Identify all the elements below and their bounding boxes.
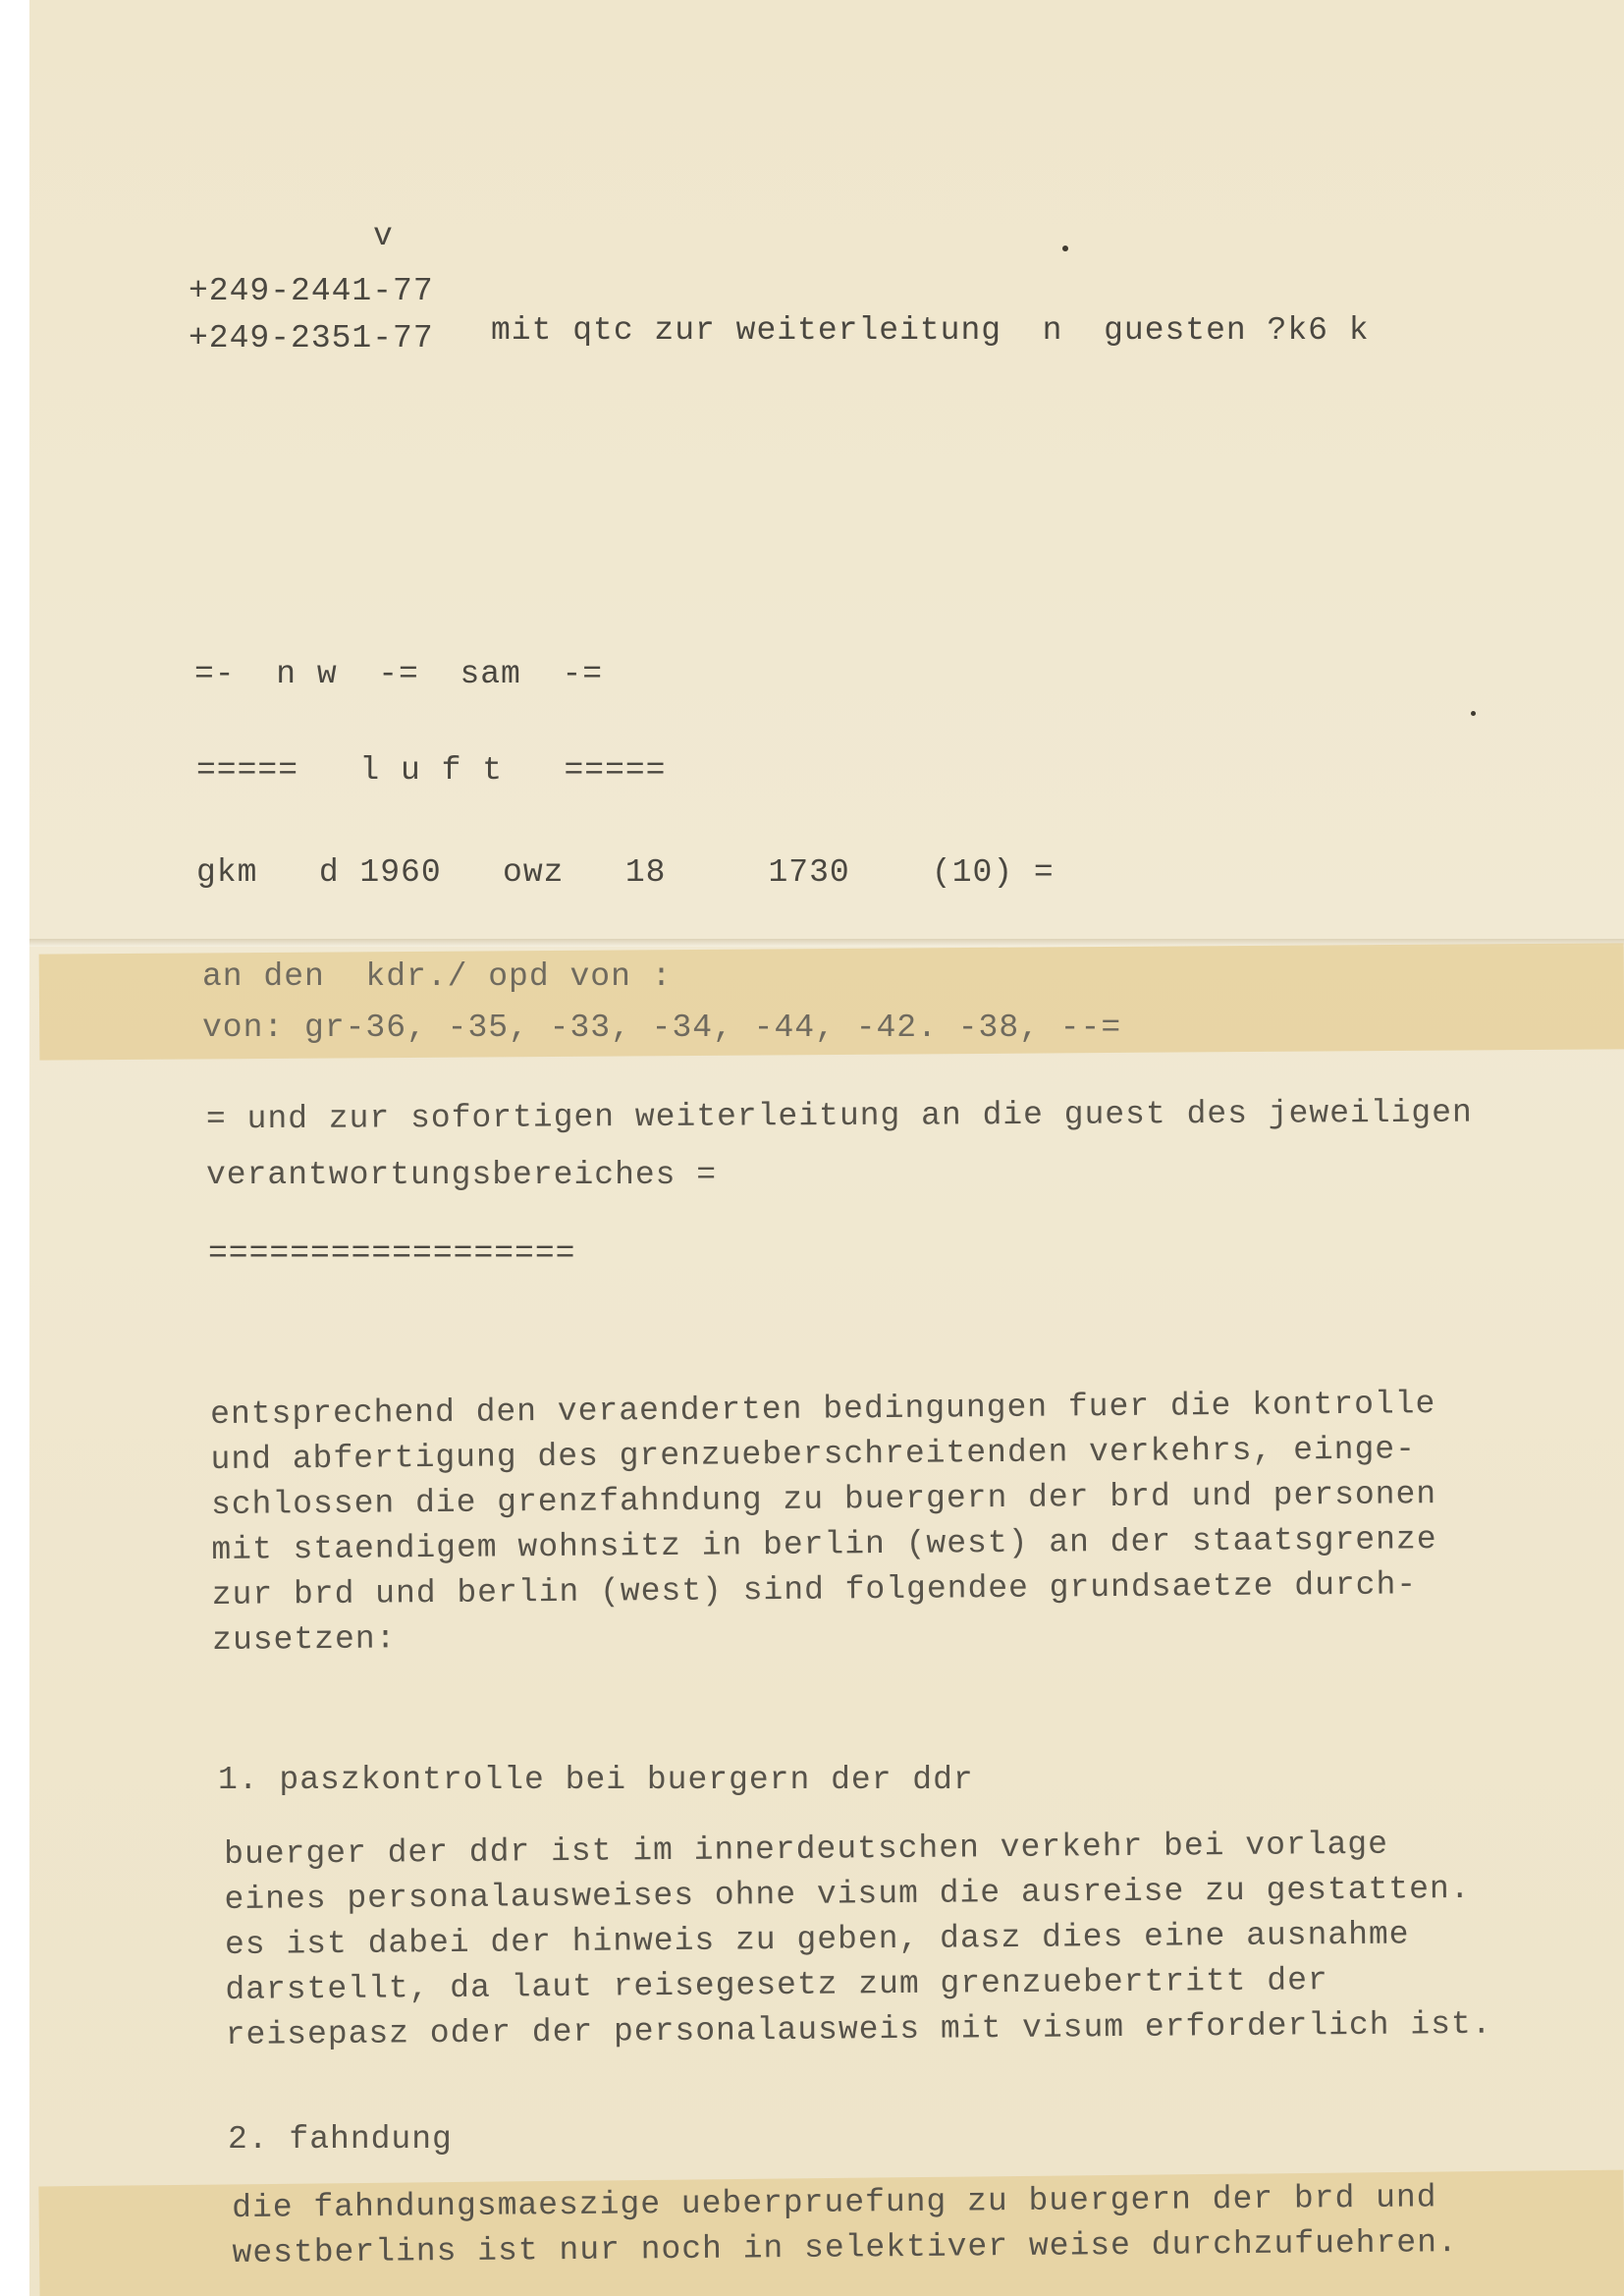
reference-number-2: +249-2351-77: [189, 320, 434, 356]
intro-line: zusetzen:: [212, 1620, 397, 1659]
reference-number-1: +249-2441-77: [189, 273, 434, 309]
header-mark: v: [373, 218, 394, 254]
reference-note: mit qtc zur weiterleitung n guesten ?k6 k: [491, 312, 1370, 349]
routing-line-2: ===== l u f t =====: [196, 752, 667, 789]
separator-line: ==================: [208, 1235, 576, 1272]
routing-line-1: =- n w -= sam -=: [194, 656, 604, 692]
intro-paragraph: [210, 1382, 1438, 1664]
section-1-body: [224, 1822, 1492, 2058]
section-2-line: die fahndungsmaeszige ueberpruefung zu buergern der brd und: [232, 2179, 1437, 2226]
intro-line: zur brd und berlin (west) sind folgendee grundsaetze durch-: [211, 1566, 1418, 1613]
recipients-line-2: von: gr-36, -35, -33, -34, -44, -42. -38, --=: [202, 1010, 1122, 1046]
section-1-line: es ist dabei der hinweis zu geben, dasz dies eine ausnahme: [224, 1916, 1410, 1963]
section-1-line: reisepasz oder der personalausweis mit visum erforderlich ist.: [225, 2005, 1492, 2053]
section-1-line: buerger der ddr ist im innerdeutschen verkehr bei vorlage: [224, 1826, 1389, 1873]
intro-line: schlossen die grenzfahndung zu buergern der brd und personen: [210, 1476, 1437, 1523]
section-2-body: [232, 2175, 1458, 2276]
section-1-heading: 1. paszkontrolle bei buergern der ddr: [218, 1762, 974, 1798]
section-2-heading: 2. fahndung: [228, 2121, 453, 2158]
message-id: gkm d 1960 owz 18 1730 (10) =: [196, 854, 1055, 891]
section-1-line: eines personalausweises ohne visum die ausreise zu gestatten.: [224, 1870, 1471, 1918]
section-1-line: darstellt, da laut reisegesetz zum grenzuebertritt der: [225, 1962, 1328, 2008]
intro-line: entsprechend den veraenderten bedingungen fuer die kontrolle: [210, 1386, 1436, 1433]
ink-speck: [1471, 711, 1476, 716]
scan-margin: [0, 0, 29, 2296]
ink-speck: [1062, 246, 1068, 251]
recipients-line-1: an den kdr./ opd von :: [202, 958, 673, 995]
section-2-line: westberlins ist nur noch in selektiver weise durchzufuehren.: [232, 2224, 1458, 2271]
forward-note-line-2: verantwortungsbereiches =: [206, 1157, 718, 1193]
intro-line: und abfertigung des grenzueberschreitenden verkehrs, einge-: [210, 1431, 1417, 1478]
forward-note-line-1: = und zur sofortigen weiterleitung an die guest des jeweiligen: [205, 1094, 1473, 1138]
intro-line: mit staendigem wohnsitz in berlin (west) an der staatsgrenze: [211, 1521, 1437, 1568]
